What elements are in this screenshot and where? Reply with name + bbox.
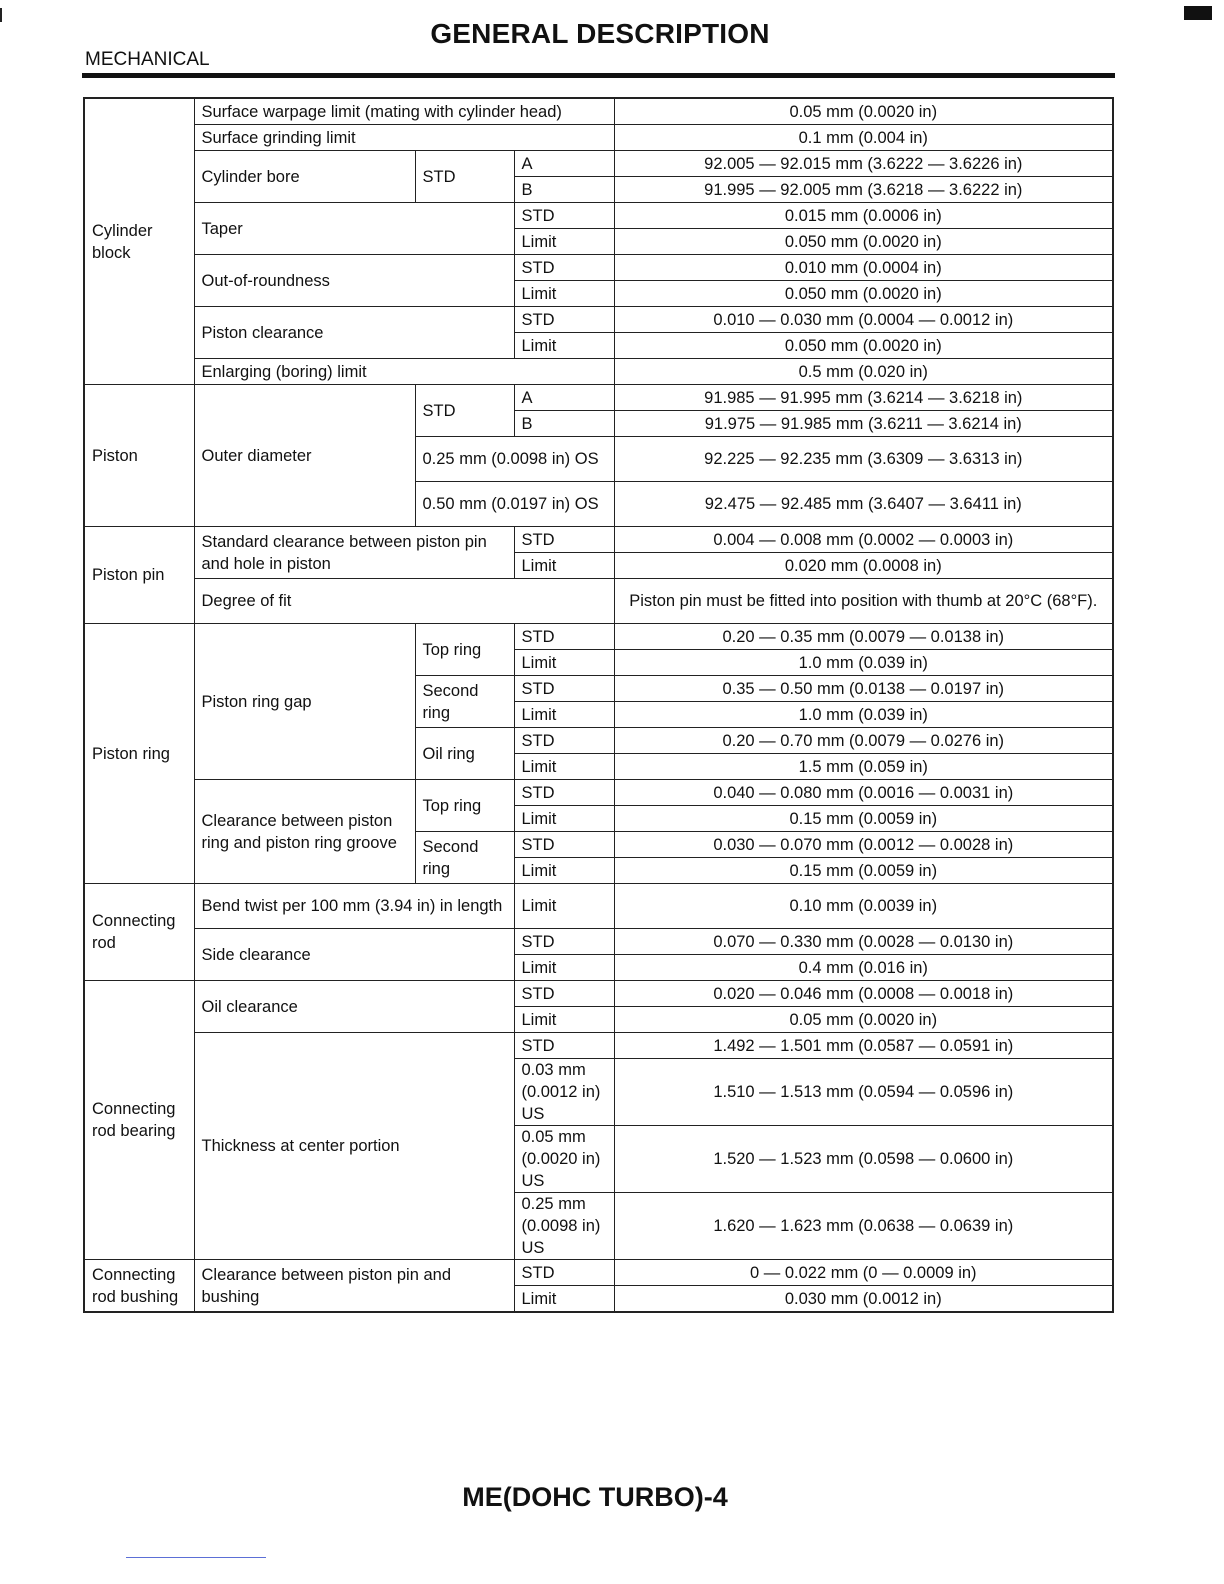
label-a: A (514, 151, 614, 177)
value-cell: 92.225 — 92.235 mm (3.6309 — 3.6313 in) (614, 437, 1113, 482)
item-side-clearance: Side clearance (194, 929, 514, 981)
item-degree-of-fit: Degree of fit (194, 579, 614, 624)
table-row (84, 203, 1113, 229)
table-row (84, 624, 1113, 650)
group-connecting-rod-bushing: Connecting rod bushing (84, 1260, 194, 1313)
table-row (84, 1260, 1113, 1286)
label-oversize-025: 0.25 mm (0.0098 in) OS (415, 437, 614, 482)
group-connecting-rod: Connecting rod (84, 884, 194, 981)
value-cell: 1.520 — 1.523 mm (0.0598 — 0.0600 in) (614, 1126, 1113, 1193)
item-out-of-roundness: Out-of-roundness (194, 255, 514, 307)
label-std: STD (514, 527, 614, 553)
group-piston-ring: Piston ring (84, 624, 194, 884)
group-connecting-rod-bearing: Connecting rod bearing (84, 981, 194, 1260)
table-row (84, 151, 1113, 177)
value-cell: 91.985 — 91.995 mm (3.6214 — 3.6218 in) (614, 385, 1113, 411)
value-cell: 0.010 mm (0.0004 in) (614, 255, 1113, 281)
item-cylinder-bore: Cylinder bore (194, 151, 415, 203)
table-row (84, 981, 1113, 1007)
value-cell: 0.050 mm (0.0020 in) (614, 229, 1113, 255)
group-piston-pin: Piston pin (84, 527, 194, 624)
label-limit: Limit (514, 806, 614, 832)
label-std: STD (514, 780, 614, 806)
item-pin-clearance: Standard clearance between piston pin and hole in piston (194, 527, 514, 579)
label-second-ring: Second ring (415, 832, 514, 884)
label-top-ring: Top ring (415, 624, 514, 676)
value-cell: 0.15 mm (0.0059 in) (614, 806, 1113, 832)
value-cell: 0.05 mm (0.0020 in) (614, 98, 1113, 125)
value-cell: 0.015 mm (0.0006 in) (614, 203, 1113, 229)
value-cell: 0.1 mm (0.004 in) (614, 125, 1113, 151)
value-cell: 1.5 mm (0.059 in) (614, 754, 1113, 780)
label-limit: Limit (514, 650, 614, 676)
label-std: STD (514, 1260, 614, 1286)
value-cell: 0.35 — 0.50 mm (0.0138 — 0.0197 in) (614, 676, 1113, 702)
label-std: STD (415, 385, 514, 437)
label-top-ring: Top ring (415, 780, 514, 832)
section-label: MECHANICAL (85, 49, 210, 70)
label-limit: Limit (514, 1007, 614, 1033)
value-cell: 0.030 — 0.070 mm (0.0012 — 0.0028 in) (614, 832, 1113, 858)
label-std: STD (514, 1033, 614, 1059)
value-cell: 0.20 — 0.70 mm (0.0079 — 0.0276 in) (614, 728, 1113, 754)
value-cell: 92.475 — 92.485 mm (3.6407 — 3.6411 in) (614, 482, 1113, 527)
value-cell: 1.0 mm (0.039 in) (614, 650, 1113, 676)
item-bend-twist: Bend twist per 100 mm (3.94 in) in length (194, 884, 514, 929)
item-bushing-clearance: Clearance between piston pin and bushing (194, 1260, 514, 1313)
label-limit: Limit (514, 333, 614, 359)
label-limit: Limit (514, 553, 614, 579)
value-cell: 0.05 mm (0.0020 in) (614, 1007, 1113, 1033)
item-piston-clearance: Piston clearance (194, 307, 514, 359)
label-limit: Limit (514, 1286, 614, 1313)
page-number: ME(DOHC TURBO)-4 (462, 1482, 728, 1512)
table-row (84, 359, 1113, 385)
value-cell: 0.15 mm (0.0059 in) (614, 858, 1113, 884)
label-limit: Limit (514, 955, 614, 981)
label-limit: Limit (514, 281, 614, 307)
label-limit: Limit (514, 754, 614, 780)
table-row (84, 98, 1113, 125)
value-cell: 0.4 mm (0.016 in) (614, 955, 1113, 981)
table-row (84, 929, 1113, 955)
value-cell: 0.070 — 0.330 mm (0.0028 — 0.0130 in) (614, 929, 1113, 955)
footer-link-underline (126, 1557, 266, 1558)
value-cell: 0.5 mm (0.020 in) (614, 359, 1113, 385)
item-ring-gap: Piston ring gap (194, 624, 415, 780)
table-row (84, 780, 1113, 806)
label-b: B (514, 411, 614, 437)
page-title: GENERAL DESCRIPTION (430, 18, 770, 49)
label-oil-ring: Oil ring (415, 728, 514, 780)
item-ring-groove-clearance: Clearance between piston ring and piston ring groove (194, 780, 415, 884)
group-cylinder-block: Cylinder block (84, 98, 194, 385)
item-oil-clearance: Oil clearance (194, 981, 514, 1033)
label-a: A (514, 385, 614, 411)
label-limit: Limit (514, 702, 614, 728)
value-cell: 0.030 mm (0.0012 in) (614, 1286, 1113, 1313)
table-row (84, 884, 1113, 929)
value-cell: 1.620 — 1.623 mm (0.0638 — 0.0639 in) (614, 1193, 1113, 1260)
value-cell: 91.975 — 91.985 mm (3.6211 — 3.6214 in) (614, 411, 1113, 437)
label-limit: Limit (514, 884, 614, 929)
group-piston: Piston (84, 385, 194, 527)
label-std: STD (514, 929, 614, 955)
value-cell: 0.020 mm (0.0008 in) (614, 553, 1113, 579)
value-cell: 0.010 — 0.030 mm (0.0004 — 0.0012 in) (614, 307, 1113, 333)
value-cell: 0.10 mm (0.0039 in) (614, 884, 1113, 929)
table-row (84, 307, 1113, 333)
value-cell: 0.020 — 0.046 mm (0.0008 — 0.0018 in) (614, 981, 1113, 1007)
label-std: STD (514, 832, 614, 858)
value-cell: 0.050 mm (0.0020 in) (614, 281, 1113, 307)
label-std: STD (514, 676, 614, 702)
value-cell: 1.492 — 1.501 mm (0.0587 — 0.0591 in) (614, 1033, 1113, 1059)
item-taper: Taper (194, 203, 514, 255)
table-row (84, 125, 1113, 151)
table-row (84, 579, 1113, 624)
table-row (84, 255, 1113, 281)
label-undersize-005: 0.05 mm (0.0020 in) US (514, 1126, 614, 1193)
table-row (84, 385, 1113, 411)
item-outer-diameter: Outer diameter (194, 385, 415, 527)
label-std: STD (514, 728, 614, 754)
label-b: B (514, 177, 614, 203)
table-row (84, 1033, 1113, 1059)
value-cell: 91.995 — 92.005 mm (3.6218 — 3.6222 in) (614, 177, 1113, 203)
label-std: STD (514, 307, 614, 333)
label-undersize-003: 0.03 mm (0.0012 in) US (514, 1059, 614, 1126)
item-thickness-center: Thickness at center portion (194, 1033, 514, 1260)
header-rule (82, 73, 1115, 78)
value-cell: 0 — 0.022 mm (0 — 0.0009 in) (614, 1260, 1113, 1286)
item-surface-warpage: Surface warpage limit (mating with cylinder head) (194, 98, 614, 125)
label-std: STD (514, 624, 614, 650)
table-row (84, 527, 1113, 553)
label-std: STD (514, 203, 614, 229)
value-cell: Piston pin must be fitted into position with thumb at 20°C (68°F). (614, 579, 1113, 624)
item-surface-grinding: Surface grinding limit (194, 125, 614, 151)
label-limit: Limit (514, 858, 614, 884)
label-second-ring: Second ring (415, 676, 514, 728)
label-undersize-025: 0.25 mm (0.0098 in) US (514, 1193, 614, 1260)
value-cell: 1.0 mm (0.039 in) (614, 702, 1113, 728)
label-oversize-050: 0.50 mm (0.0197 in) OS (415, 482, 614, 527)
spec-table (83, 97, 1114, 1313)
value-cell: 92.005 — 92.015 mm (3.6222 — 3.6226 in) (614, 151, 1113, 177)
value-cell: 0.20 — 0.35 mm (0.0079 — 0.0138 in) (614, 624, 1113, 650)
label-limit: Limit (514, 229, 614, 255)
value-cell: 0.004 — 0.008 mm (0.0002 — 0.0003 in) (614, 527, 1113, 553)
value-cell: 0.050 mm (0.0020 in) (614, 333, 1113, 359)
value-cell: 0.040 — 0.080 mm (0.0016 — 0.0031 in) (614, 780, 1113, 806)
label-std: STD (415, 151, 514, 203)
label-std: STD (514, 981, 614, 1007)
value-cell: 1.510 — 1.513 mm (0.0594 — 0.0596 in) (614, 1059, 1113, 1126)
label-std: STD (514, 255, 614, 281)
item-enlarging-limit: Enlarging (boring) limit (194, 359, 614, 385)
